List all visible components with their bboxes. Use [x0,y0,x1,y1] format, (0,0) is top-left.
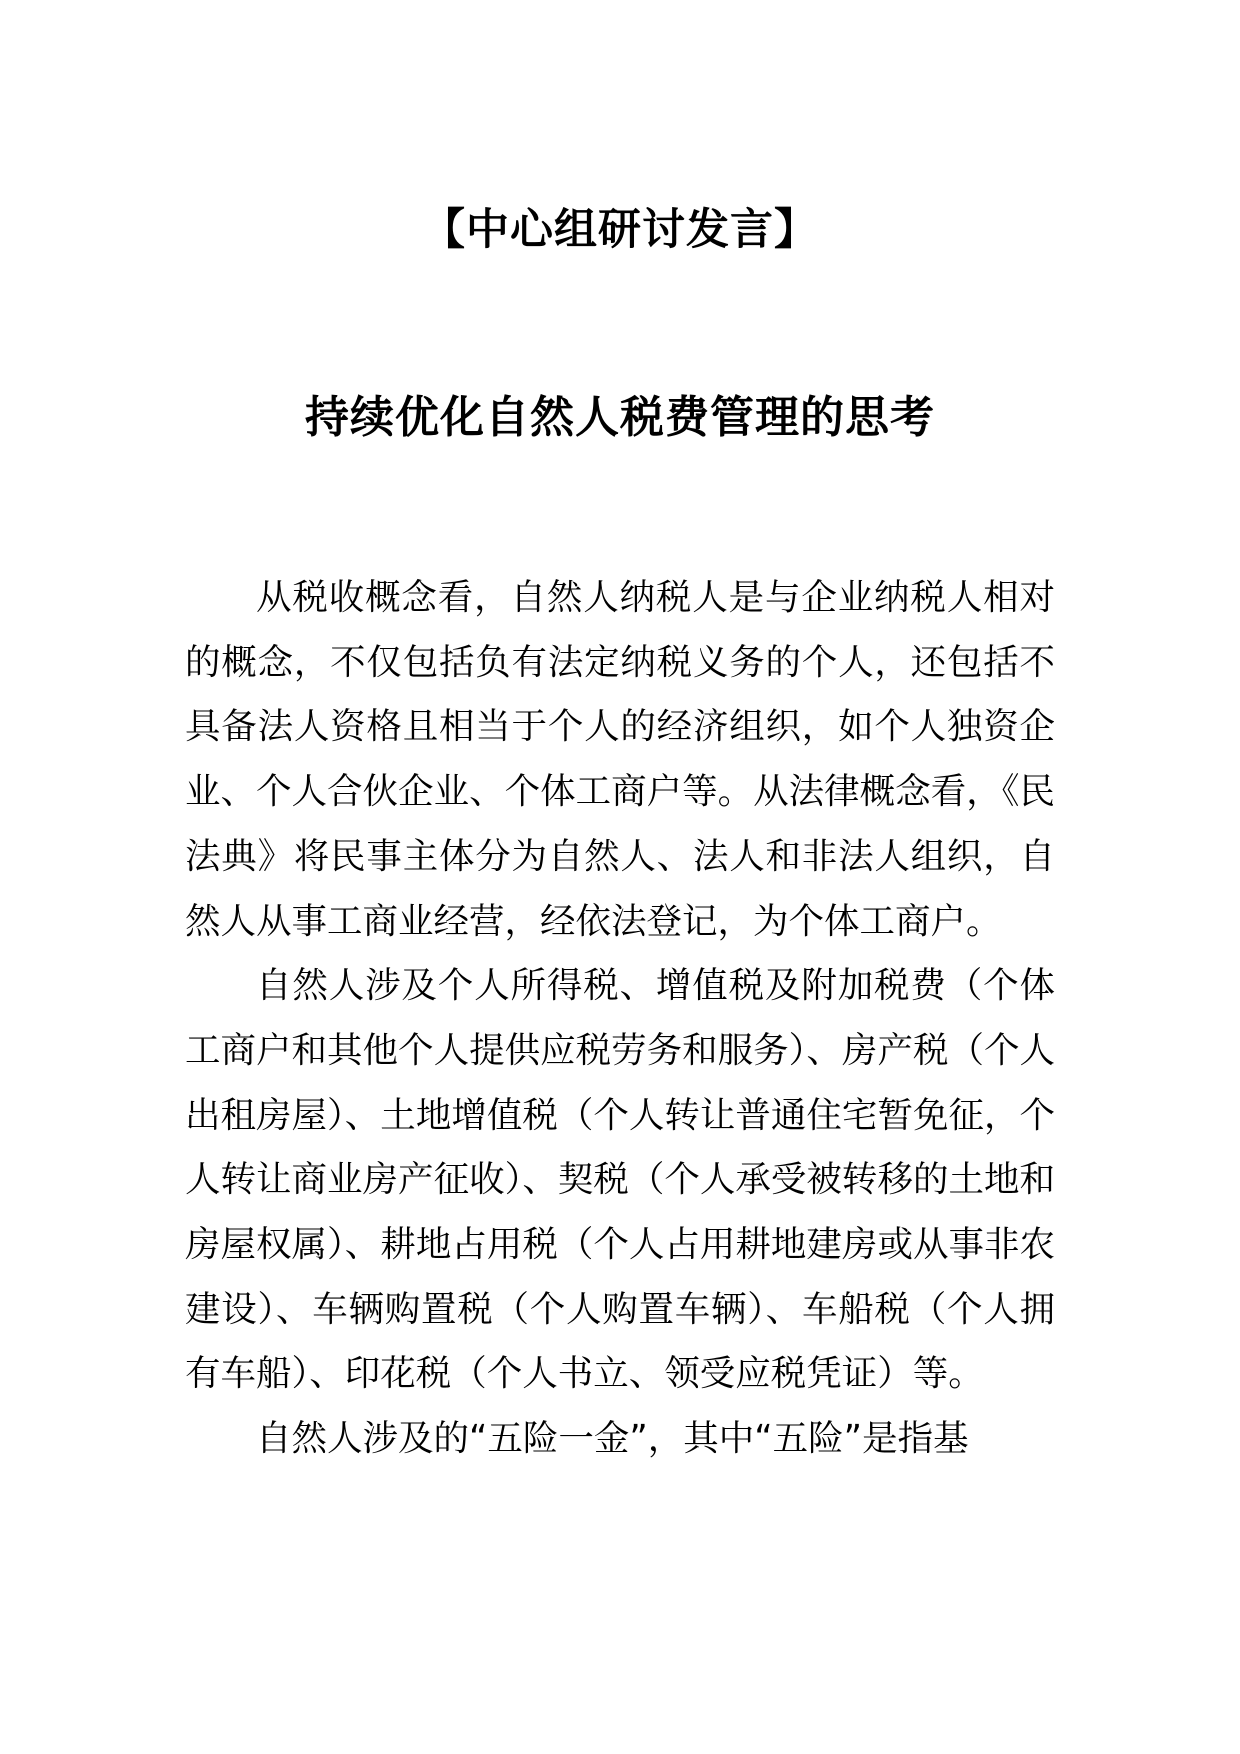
paragraph: 从税收概念看，自然人纳税人是与企业纳税人相对的概念，不仅包括负有法定纳税义务的个人，还包括不具备法人资格且相当于个人的经济组织，如个人独资企业、个人合伙企业、个体工商户等。从法律概念看，《民法典》将民事主体分为自然人、法人和非法人组织，自然人从事工商业经营，经依法登记，为个体工商户。 [185,577,1055,942]
header-tag: 【中心组研讨发言】 [422,205,818,255]
paragraph: 自然人涉及个人所得税、增值税及附加税费（个体工商户和其他个人提供应税劳务和服务）、房产税（个人出租房屋）、土地增值税（个人转让普通住宅暂免征，个人转让商业房产征收）、契税（个人承受被转移的土地和房屋权属）、耕地占用税（个人占用耕地建房或从事非农建设）、车辆购置税（个人购置车辆）、车船税（个人拥有车船）、印花税（个人书立、领受应税凭证）等。 [185,965,1055,1395]
document-title: 持续优化自然人税费管理的思考 [305,392,935,443]
body-text [185,566,1055,1472]
paragraph: 自然人涉及的“五险一金”，其中“五险”是指基 [256,1418,969,1460]
